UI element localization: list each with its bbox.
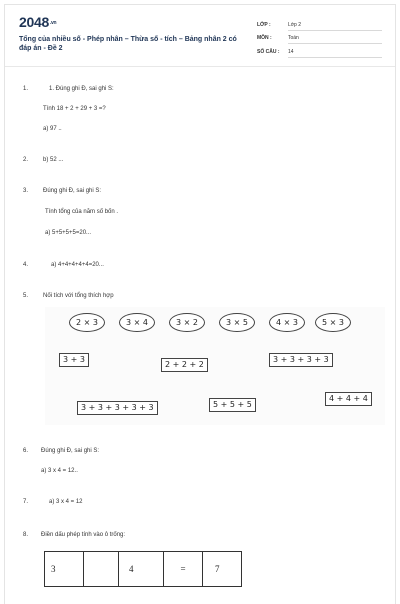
site-logo[interactable] [19, 14, 56, 30]
subject-label: MÔN : [257, 35, 272, 41]
q1-expression: Tính 18 + 2 + 29 + 3 =? [43, 106, 106, 112]
q1-number: 1. [23, 86, 29, 92]
q6-number: 6. [23, 448, 29, 454]
q3-number: 3. [23, 188, 29, 194]
q7-answer: a) 3 x 4 = 12 [49, 499, 83, 505]
sum-box[interactable]: 3 + 3 [59, 353, 89, 367]
question-count-value: 14 [288, 49, 382, 58]
grid-blank-cell[interactable] [84, 552, 119, 587]
product-oval[interactable]: 5 × 3 [315, 313, 351, 332]
q3-expression: Tính tổng của năm số bốn . [45, 209, 119, 215]
q2-answer: b) 52 ... [43, 157, 64, 163]
question-count-label: SỐ CÂU : [257, 49, 280, 55]
q6-answer: a) 3 x 4 = 12.. [41, 468, 78, 474]
operator-grid [44, 551, 242, 587]
product-oval[interactable]: 2 × 3 [69, 313, 105, 332]
q4-answer: a) 4+4+4+4+4=20... [51, 262, 104, 268]
product-oval[interactable]: 4 × 3 [269, 313, 305, 332]
q2-number: 2. [23, 157, 29, 163]
document-title: Tổng của nhiều số - Phép nhân – Thừa số - tích – Bảng nhân 2 có đáp án - Đề 2 [19, 36, 237, 52]
grid-cell: 4 [119, 552, 164, 587]
matching-figure [45, 307, 385, 425]
class-label: LỚP : [257, 22, 271, 28]
q6-title: Đúng ghi Đ, sai ghi S: [41, 448, 100, 454]
document-page [4, 4, 396, 604]
sum-box[interactable]: 4 + 4 + 4 [325, 392, 372, 406]
q3-answer: a) 5+5+5+5=20... [45, 230, 92, 236]
product-oval[interactable]: 3 × 2 [169, 313, 205, 332]
logo-suffix: .vn [49, 20, 57, 27]
q1-answer: a) 97 .. [43, 126, 62, 132]
sum-box[interactable]: 3 + 3 + 3 + 3 + 3 [77, 401, 158, 415]
q7-number: 7. [23, 499, 29, 505]
sum-box[interactable]: 5 + 5 + 5 [209, 398, 256, 412]
q5-title: Nối tích với tổng thích hợp [43, 293, 114, 299]
q8-title: Điền dấu phép tính vào ô trống: [41, 532, 126, 538]
logo-text: 2048 [19, 14, 49, 30]
product-oval[interactable]: 3 × 5 [219, 313, 255, 332]
q4-number: 4. [23, 262, 29, 268]
grid-cell: 7 [203, 552, 242, 587]
grid-cell: 3 [45, 552, 84, 587]
subject-value: Toán [288, 35, 382, 44]
class-value: Lớp 2 [288, 22, 382, 31]
q8-number: 8. [23, 532, 29, 538]
q3-title: Đúng ghi Đ, sai ghi S: [43, 188, 102, 194]
q5-number: 5. [23, 293, 29, 299]
header-divider [5, 66, 395, 67]
product-oval[interactable]: 3 × 4 [119, 313, 155, 332]
sum-box[interactable]: 3 + 3 + 3 + 3 [269, 353, 333, 367]
q1-title: 1. Đúng ghi Đ, sai ghi S: [49, 86, 114, 92]
sum-box[interactable]: 2 + 2 + 2 [161, 358, 208, 372]
grid-cell: = [164, 552, 203, 587]
